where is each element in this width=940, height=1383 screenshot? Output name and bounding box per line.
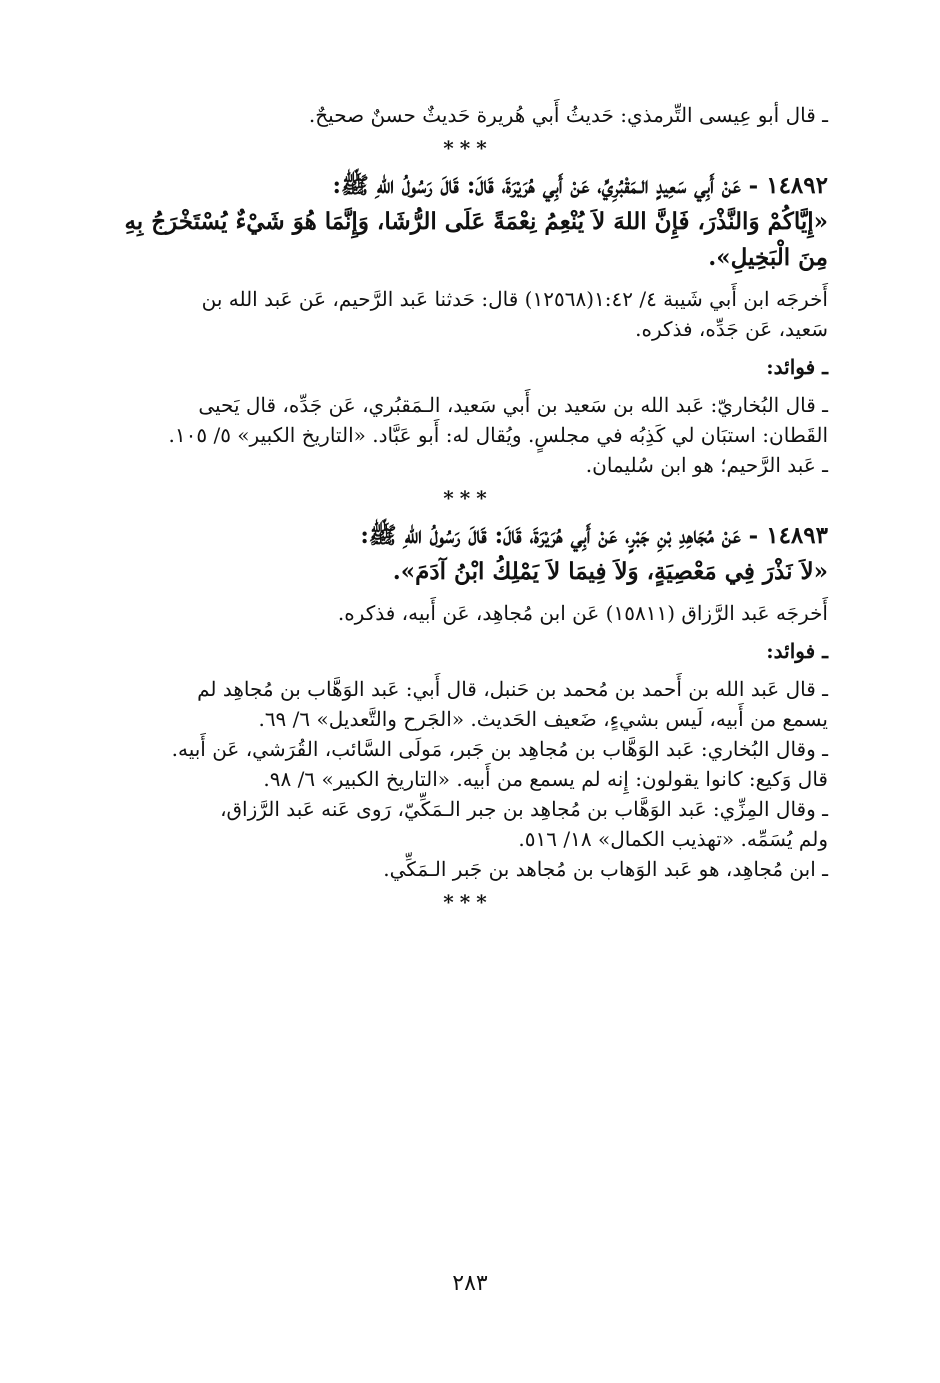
benefits-heading: ـ فوائد: [766,639,828,663]
section-separator: *** [443,890,493,914]
text-line: ـ قال عَبد الله بن أَحمد بن مُحمد بن حَنبل، قال أَبي: عَبد الوَهَّاب بن مُجاهِد لم [197,677,828,701]
section-separator: *** [443,136,493,160]
hadith-line: ١٤٨٩٣ - عَنْ مُجَاهِدِ بْنِ جَبْرٍ، عَنْ أَبِي هُرَيْرَةَ، قَالَ: قَالَ رَسُولُ اللهِ ﷺ: [360,522,828,549]
text-line: ـ قال البُخاريّ: عَبد الله بن سَعيد بن أَبي سَعيد، الـمَقبُري، عَن جَدِّه، قال يَحيى [198,393,828,417]
section-separator: *** [443,486,493,510]
hadith-line: «إِيَّاكُمْ وَالنَّذْرَ، فَإِنَّ اللهَ لاَ يُنْعِمُ نِعْمَةً عَلَى الرُّشَا، وَإِنَّمَا هُوَ شَيْءٌ يُسْتَخْرَجُ بِهِ [124,208,828,235]
text-line: سَعيد، عَن جَدِّه، فذكره. [635,317,828,341]
text-line: ـ عَبد الرَّحيم؛ هو ابن سُليمان. [585,453,828,477]
text-line: ولم يُسَمِّه. «تهذيب الكمال» ١٨/ ٥١٦. [518,827,828,851]
text-line: أَخرجَه ابن أَبي شَيبة ٤/ ١:٤٢(١٢٥٦٨) قال: حَدثنا عَبد الرَّحيم، عَن عَبد الله بن [201,287,828,311]
text-line: ـ ابن مُجاهِد، هو عَبد الوَهاب بن مُجاهد بن جَبر الـمَكِّي. [383,857,828,881]
hadith-line: «لاَ نَذْرَ فِي مَعْصِيَةٍ، وَلاَ فِيمَا لاَ يَمْلِكُ ابْنُ آدَمَ». [392,558,828,585]
text-line: ـ قال أبو عِيسى التِّرمذي: حَديثُ أَبي هُريرة حَديثٌ حسنٌ صحيحٌ. [308,103,828,127]
text-line: قال وَكيع: كانوا يقولون: إِنه لم يسمع من أَبيه. «التاريخ الكبير» ٦/ ٩٨. [263,767,828,791]
page-number: ٢٨٣ [452,1271,488,1296]
text-line: يسمع من أَبيه، لَيس بشيءٍ، ضَعيف الحَديث. «الجَرح والتَّعديل» ٦/ ٦٩. [258,707,828,731]
text-line: القَطان: استبَان لي كَذِبُه في مجلسٍ. ويُقال له: أَبو عَبَّاد. «التاريخ الكبير» ٥/ ١٠٥. [168,423,828,447]
benefits-heading: ـ فوائد: [766,355,828,379]
text-line: ـ وقال البُخاري: عَبد الوَهَّاب بن مُجاهِد بن جَبر، مَولَى السَّائب، القُرَشي، عَن أَبيه. [171,737,828,761]
page-body [108,100,828,922]
hadith-line: مِنَ الْبَخِيلِ». [708,244,828,271]
hadith-line: ١٤٨٩٢ - عَنْ أَبِي سَعِيدٍ الـمَقْبُرِيِّ، عَنْ أَبِي هُرَيْرَةَ، قَالَ: قَالَ رَسُولُ اللهِ ﷺ: [332,172,828,199]
text-line: أَخرجَه عَبد الرَّزاق (١٥٨١١) عَن ابن مُجاهِد، عَن أَبيه، فذكره. [337,601,828,625]
text-line: ـ وقال المِزِّي: عَبد الوَهَّاب بن مُجاهِد بن جبر الـمَكِّيّ، رَوى عَنه عَبد الرَّزاق، [220,797,828,821]
